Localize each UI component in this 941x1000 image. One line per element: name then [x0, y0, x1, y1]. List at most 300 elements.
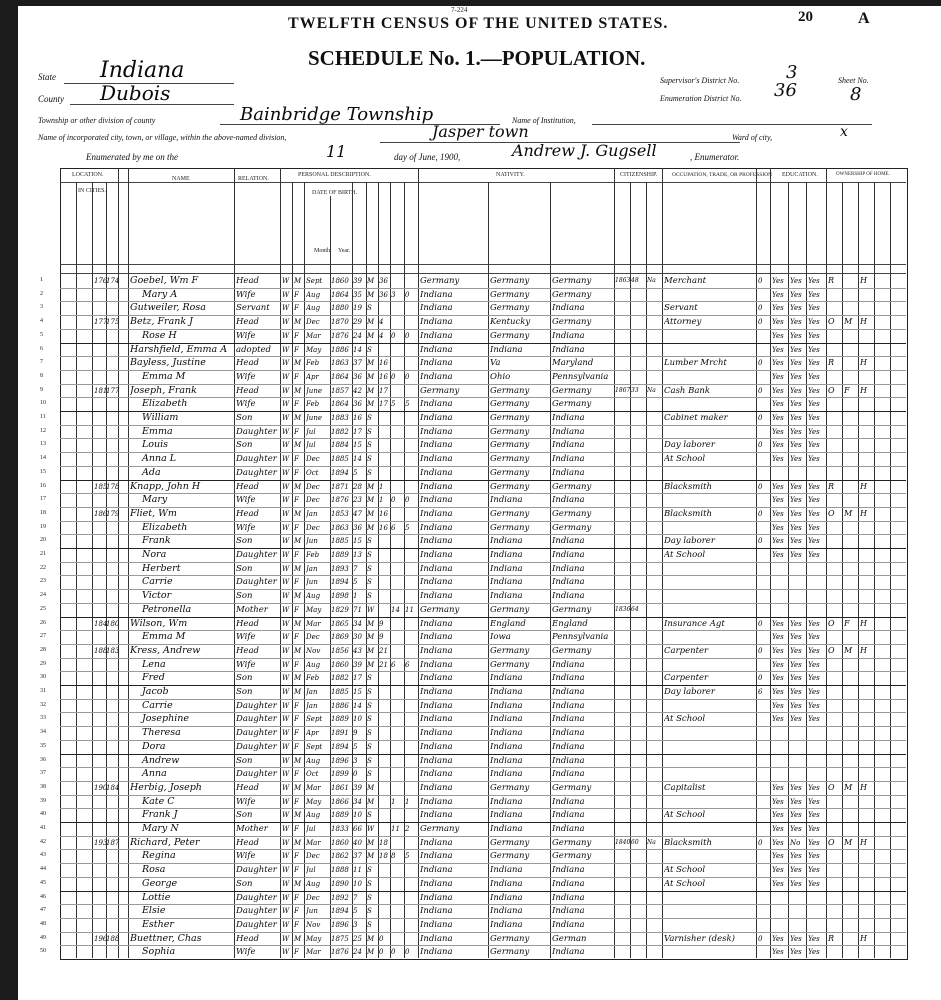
cell-color: W	[282, 496, 290, 505]
cell-birth-mother: Indiana	[552, 673, 585, 684]
cell-name: Andrew	[142, 754, 180, 766]
cell-birth-mother: Germany	[552, 481, 592, 492]
cell-month: Sept	[306, 742, 323, 751]
group-nativity: NATIVITY.	[496, 172, 525, 178]
cell-write: Yes	[790, 797, 802, 806]
cell-month: Nov	[306, 920, 321, 929]
cell-relation: Daughter	[236, 714, 277, 725]
cell-year: 1894	[331, 578, 349, 587]
cell-relation: Head	[236, 276, 259, 286]
cell-color: W	[282, 400, 290, 409]
cell-birth-self: Indiana	[420, 481, 453, 492]
cell-birth-mother: Indiana	[552, 440, 585, 451]
cell-year: 1856	[331, 646, 349, 655]
cell-family: 175	[106, 318, 120, 327]
cell-birth-mother: Indiana	[552, 413, 585, 423]
cell-birth-father: Germany	[490, 481, 530, 492]
cell-year: 1889	[331, 811, 349, 820]
cell-color: W	[282, 948, 290, 957]
cell-relation: Head	[236, 508, 259, 519]
cell-birth-mother: Indiana	[552, 865, 585, 876]
cell-name: William	[142, 412, 179, 423]
cell-birth-mother: England	[552, 618, 588, 629]
corner-number: 20	[798, 9, 813, 25]
cell-name: Buettner, Chas	[130, 932, 202, 944]
cell-write: Yes	[790, 523, 802, 532]
cell-sex: M	[294, 619, 302, 628]
cell-english: Yes	[808, 551, 820, 559]
cell-free: F	[844, 618, 850, 628]
cell-relation: Head	[236, 358, 259, 369]
cell-unemployed: 0	[758, 646, 763, 655]
cell-color: W	[282, 825, 290, 833]
county-label: County	[38, 94, 64, 104]
cell-name: Frank J	[142, 809, 178, 821]
cell-relation: Daughter	[236, 919, 277, 930]
cell-sex: M	[294, 386, 302, 395]
cell-marital: S	[367, 551, 372, 559]
line-number: 5	[40, 331, 43, 338]
cell-relation: Wife	[236, 330, 256, 341]
scan-top-edge	[0, 0, 941, 6]
cell-read: Yes	[772, 838, 784, 847]
cell-birth-self: Indiana	[420, 728, 453, 739]
cell-births: 6	[391, 523, 396, 532]
cell-sex: F	[294, 852, 299, 861]
cell-write: Yes	[790, 674, 802, 683]
cell-write: Yes	[790, 948, 802, 957]
cell-month: Jun	[306, 537, 318, 546]
cell-birth-mother: Indiana	[552, 714, 585, 725]
cell-english: Yes	[808, 633, 820, 642]
cell-marital: M	[367, 400, 375, 409]
cell-years-married: 9	[379, 633, 384, 642]
cell-marital: M	[367, 386, 375, 395]
cell-name: Lena	[142, 658, 166, 670]
cell-sex: M	[294, 934, 302, 943]
cell-color: W	[282, 701, 290, 710]
cell-marital: M	[367, 277, 375, 285]
cell-occupation: Capitalist	[664, 782, 706, 793]
cell-birth-mother: Germany	[552, 317, 592, 328]
cell-age: 11	[353, 866, 362, 875]
line-number: 11	[40, 414, 46, 420]
cell-color: W	[282, 523, 290, 532]
cell-write: Yes	[790, 866, 802, 875]
cell-birth-mother: Indiana	[552, 824, 585, 834]
cell-birth-self: Indiana	[420, 317, 453, 328]
cell-english: Yes	[808, 372, 820, 381]
cell-birth-father: Indiana	[490, 495, 523, 506]
cell-birth-father: Indiana	[490, 919, 523, 930]
enumerated-label: Enumerated by me on the	[86, 152, 178, 162]
cell-sex: F	[294, 331, 299, 340]
cell-age: 24	[353, 331, 362, 340]
cell-relation: Mother	[236, 824, 268, 834]
header-bottom-line	[60, 264, 906, 265]
cell-month: Aug	[306, 879, 321, 888]
cell-sex: F	[294, 345, 299, 354]
cell-living: 5	[405, 852, 410, 861]
cell-read: Yes	[772, 414, 784, 422]
cell-relation: Head	[236, 481, 259, 492]
cell-write: Yes	[790, 331, 802, 340]
cell-birth-self: Indiana	[420, 878, 453, 889]
cell-month: Dec	[306, 893, 320, 902]
cell-birth-mother: Germany	[552, 837, 592, 848]
cell-family: 177	[106, 386, 120, 395]
cell-english: Yes	[808, 277, 820, 285]
scan-left-edge	[0, 0, 18, 1000]
cell-unemployed: 0	[758, 934, 763, 943]
cell-read: Yes	[772, 646, 784, 655]
group-ownership: OWNERSHIP OF HOME.	[836, 172, 890, 177]
cell-birth-self: Indiana	[420, 769, 453, 780]
cell-month: Jul	[306, 825, 316, 833]
cell-month: Jan	[306, 564, 318, 573]
cell-birth-father: Germany	[490, 303, 530, 314]
line-number: 35	[40, 742, 46, 749]
cell-name: Sophia	[142, 946, 176, 958]
cell-english: Yes	[808, 345, 820, 354]
cell-month: Aug	[306, 290, 321, 299]
cell-read: Yes	[772, 496, 784, 505]
cell-year: 1869	[331, 633, 349, 642]
cell-marital: S	[367, 441, 372, 450]
cell-birth-father: Indiana	[490, 906, 523, 917]
cell-english: Yes	[808, 400, 820, 409]
cell-family: 174	[106, 277, 120, 285]
cell-years-married: 9	[379, 619, 384, 628]
cell-birth-self: Indiana	[420, 358, 453, 369]
cell-name: Elizabeth	[142, 398, 188, 410]
cell-write: Yes	[790, 537, 802, 546]
cell-birth-self: Indiana	[420, 399, 453, 410]
cell-birth-father: Indiana	[490, 741, 523, 752]
cell-name: George	[142, 877, 178, 889]
cell-read: Yes	[772, 852, 784, 861]
cell-sex: F	[294, 427, 299, 436]
cell-name: Anna L	[142, 453, 177, 465]
cell-relation: Son	[236, 878, 253, 889]
cell-marital: M	[367, 318, 375, 327]
cell-relation: Head	[236, 645, 259, 656]
line-number: 43	[40, 852, 46, 859]
cell-unemployed: 0	[758, 359, 763, 368]
cell-dwelling: 190	[94, 783, 108, 792]
cell-age: 36	[353, 523, 362, 532]
line-number: 7	[40, 359, 43, 366]
line-number: 3	[40, 304, 43, 311]
cell-relation: Wife	[236, 399, 256, 410]
col-year: Year.	[338, 248, 351, 254]
cell-birth-father: Indiana	[490, 700, 523, 711]
cell-english: Yes	[808, 482, 820, 491]
cell-age: 47	[353, 509, 362, 518]
cell-name: Rosa	[142, 864, 166, 876]
cell-age: 66	[353, 825, 362, 833]
cell-age: 14	[353, 701, 362, 710]
cell-name: Fliet, Wm	[130, 507, 177, 519]
cell-occupation: At School	[664, 454, 706, 465]
state-label: State	[38, 72, 56, 82]
cell-nat: Na	[647, 386, 656, 394]
cell-birth-self: Indiana	[420, 426, 453, 437]
cell-sex: M	[294, 441, 302, 450]
cell-english: Yes	[808, 496, 820, 505]
cell-write: Yes	[790, 852, 802, 861]
cell-english: Yes	[808, 811, 820, 820]
cell-years-married: 0	[379, 948, 384, 957]
cell-birth-self: Indiana	[420, 906, 453, 917]
cell-relation: Head	[236, 782, 259, 793]
cell-age: 1	[353, 592, 358, 601]
cell-sex: F	[294, 523, 299, 532]
cell-age: 43	[353, 646, 362, 655]
cell-birth-mother: Indiana	[552, 330, 585, 341]
cell-marital: M	[367, 619, 375, 628]
cell-nat: Na	[647, 277, 656, 284]
cell-living: 5	[405, 400, 410, 409]
cell-birth-father: Indiana	[490, 687, 523, 697]
cell-color: W	[282, 605, 290, 614]
cell-occupation: Cabinet maker	[664, 413, 728, 423]
cell-birth-self: Germany	[420, 276, 460, 286]
cell-age: 34	[353, 797, 362, 806]
cell-write: Yes	[790, 619, 802, 628]
cell-write: Yes	[790, 551, 802, 559]
line-number: 46	[40, 893, 46, 900]
cell-write: No	[790, 838, 801, 847]
cell-read: Yes	[772, 934, 784, 943]
cell-read: Yes	[772, 551, 784, 559]
cell-color: W	[282, 907, 290, 916]
cell-marital: S	[367, 920, 372, 929]
cell-name: Bayless, Justine	[130, 357, 206, 369]
cell-birth-father: Germany	[490, 645, 530, 656]
cell-birth-mother: Indiana	[552, 344, 585, 355]
cell-years-married: 16	[379, 523, 388, 532]
cell-birth-father: Germany	[490, 933, 530, 944]
cell-birth-mother: Germany	[552, 399, 592, 410]
cell-year: 1853	[331, 509, 349, 518]
cell-own: R	[828, 358, 835, 368]
cell-birth-mother: Indiana	[552, 728, 585, 739]
cell-relation: Son	[236, 673, 253, 684]
cell-english: Yes	[808, 359, 820, 368]
cell-unemployed: 0	[758, 414, 763, 422]
line-number: 38	[40, 783, 46, 790]
cell-age: 3	[353, 920, 358, 929]
cell-month: Sept	[306, 715, 323, 724]
cell-color: W	[282, 893, 290, 902]
cell-month: Mar	[306, 783, 321, 792]
cell-read: Yes	[772, 701, 784, 710]
cell-color: W	[282, 277, 290, 285]
cell-sex: F	[294, 893, 299, 902]
cell-birth-mother: Indiana	[552, 467, 585, 478]
cell-birth-self: Indiana	[420, 440, 453, 451]
line-number: 12	[40, 427, 46, 434]
cell-relation: Wife	[236, 947, 256, 958]
cell-marital: S	[367, 893, 372, 902]
col-rule	[858, 182, 859, 958]
line-number: 48	[40, 920, 46, 927]
cell-immigration: 1840	[615, 838, 631, 846]
cell-age: 14	[353, 345, 362, 354]
cell-month: Jul	[306, 441, 316, 450]
cell-relation: Head	[236, 933, 259, 944]
cell-sex: F	[294, 605, 299, 614]
cell-relation: Wife	[236, 632, 256, 643]
cell-name: Mary A	[142, 288, 178, 300]
cell-birth-father: Germany	[490, 399, 530, 410]
cell-own: O	[828, 385, 835, 395]
cell-name: Rose H	[142, 329, 177, 341]
institution-underline	[592, 124, 872, 125]
cell-birth-self: Indiana	[420, 714, 453, 725]
sheet-value: 8	[850, 84, 862, 105]
cell-birth-father: Germany	[490, 330, 530, 341]
cell-birth-mother: Germany	[552, 604, 592, 615]
cell-year: 1833	[331, 825, 349, 833]
cell-english: Yes	[808, 290, 820, 299]
cell-read: Yes	[772, 715, 784, 724]
enumeration-label: Enumeration District No.	[660, 94, 742, 103]
cell-birth-mother: Indiana	[552, 892, 585, 903]
cell-sex: F	[294, 866, 299, 875]
cell-marital: S	[367, 729, 372, 738]
line-number: 15	[40, 468, 46, 475]
cell-name: Elizabeth	[142, 521, 188, 533]
cell-color: W	[282, 770, 290, 779]
cell-birth-self: Indiana	[420, 810, 453, 821]
cell-unemployed: 0	[758, 386, 763, 395]
cell-occupation: Attorney	[664, 317, 702, 328]
cell-own: R	[828, 276, 835, 285]
cell-dwelling: 196	[94, 934, 108, 943]
cell-month: Mar	[306, 838, 321, 847]
cell-month: Dec	[306, 852, 320, 861]
cell-occupation: Carpenter	[664, 673, 709, 684]
cell-year: 1892	[331, 893, 349, 902]
cell-color: W	[282, 797, 290, 806]
cell-living: 1	[405, 797, 410, 806]
cell-living: 6	[405, 660, 410, 669]
cell-birth-self: Indiana	[420, 550, 453, 560]
cell-relation: Daughter	[236, 741, 277, 752]
cell-month: Oct	[306, 468, 319, 477]
cell-name: Ada	[142, 466, 161, 478]
col-rule	[770, 168, 771, 958]
cell-sex: F	[294, 907, 299, 916]
cell-color: W	[282, 441, 290, 450]
cell-marital: S	[367, 688, 372, 696]
cell-sex: F	[294, 825, 299, 833]
cell-write: Yes	[790, 372, 802, 381]
cell-birth-self: Indiana	[420, 837, 453, 848]
cell-age: 30	[353, 633, 362, 642]
cell-color: W	[282, 359, 290, 368]
cell-name: Carrie	[142, 576, 173, 588]
cell-birth-father: Va	[490, 358, 501, 369]
cell-occupation: Varnisher (desk)	[664, 933, 735, 944]
cell-birth-mother: Indiana	[552, 878, 585, 889]
cell-age: 7	[353, 564, 358, 573]
cell-births: 6	[391, 660, 396, 669]
cell-farm: H	[860, 358, 867, 368]
cell-year: 1889	[331, 551, 349, 559]
cell-relation: Son	[236, 536, 253, 547]
cell-birth-mother: Indiana	[552, 536, 585, 547]
cell-births: 8	[391, 852, 396, 861]
cell-write: Yes	[790, 934, 802, 943]
cell-birth-father: Ohio	[490, 371, 511, 382]
cell-english: Yes	[808, 674, 820, 683]
cell-sex: M	[294, 646, 302, 655]
cell-color: W	[282, 811, 290, 820]
cell-english: Yes	[808, 688, 820, 696]
cell-occupation: Blacksmith	[664, 481, 712, 492]
cell-family: 184	[106, 783, 120, 792]
cell-birth-father: Germany	[490, 385, 530, 396]
cell-age: 5	[353, 578, 358, 587]
cell-name: Theresa	[142, 727, 181, 739]
cell-sex: F	[294, 797, 299, 806]
cell-name: Lottie	[142, 891, 171, 903]
county-value: Dubois	[100, 81, 171, 105]
col-rule	[488, 182, 489, 958]
cell-read: Yes	[772, 331, 784, 340]
cell-years-married: 17	[379, 400, 388, 409]
cell-read: Yes	[772, 811, 784, 820]
schedule-title: SCHEDULE No. 1.—POPULATION.	[308, 46, 646, 70]
cell-birth-mother: Indiana	[552, 755, 585, 766]
cell-write: Yes	[790, 633, 802, 642]
cell-age: 5	[353, 907, 358, 916]
cell-occupation: Blacksmith	[664, 508, 712, 519]
col-rule	[76, 182, 77, 958]
cell-color: W	[282, 372, 290, 381]
cell-read: Yes	[772, 537, 784, 546]
cell-name: Mary N	[142, 823, 179, 834]
cell-sex: M	[294, 509, 302, 518]
cell-birth-mother: Germany	[552, 289, 592, 300]
cell-births: 3	[391, 290, 396, 299]
cell-color: W	[282, 414, 290, 422]
cell-years-married: 21	[379, 660, 388, 669]
cell-birth-self: Indiana	[420, 700, 453, 711]
cell-marital: M	[367, 838, 375, 847]
cell-color: W	[282, 564, 290, 573]
cell-births: 11	[391, 825, 400, 833]
cell-occupation: At School	[664, 865, 706, 876]
cell-month: Jan	[306, 509, 318, 518]
cell-birth-father: Indiana	[490, 550, 523, 560]
col-rule	[756, 168, 757, 958]
cell-sex: F	[294, 715, 299, 724]
cell-sex: F	[294, 372, 299, 381]
cell-relation: Daughter	[236, 700, 277, 711]
census-title: TWELFTH CENSUS OF THE UNITED STATES.	[288, 15, 669, 32]
cell-name: Mary	[142, 494, 168, 506]
cell-month: Dec	[306, 455, 320, 464]
cell-month: Aug	[306, 811, 321, 820]
cell-relation: Daughter	[236, 577, 277, 588]
cell-marital: S	[367, 756, 372, 765]
cell-color: W	[282, 455, 290, 464]
cell-year: 1862	[331, 852, 349, 861]
